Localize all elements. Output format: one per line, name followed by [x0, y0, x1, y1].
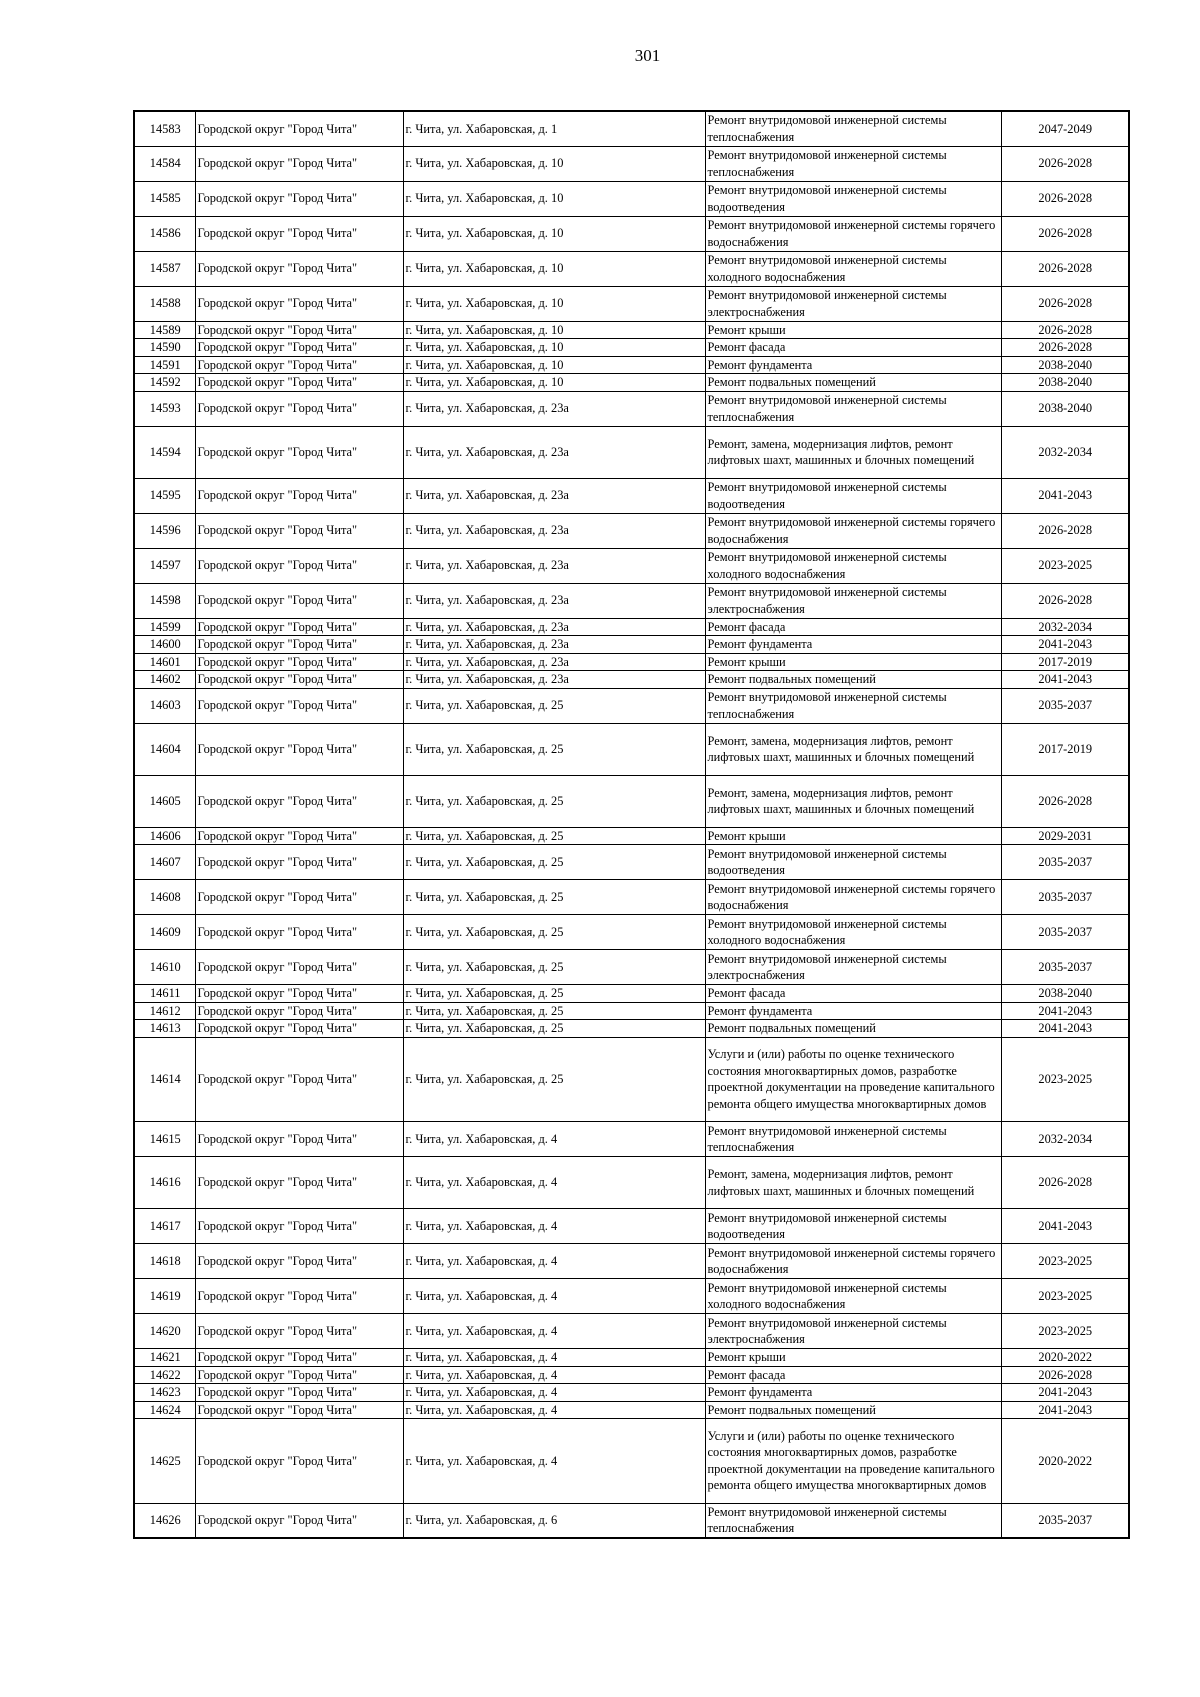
- municipality-cell: Городской округ "Город Чита": [195, 775, 403, 827]
- row-number: 14621: [134, 1349, 195, 1367]
- table-row: [134, 1419, 1129, 1504]
- row-number: 14610: [134, 950, 195, 985]
- address-cell: г. Чита, ул. Хабаровская, д. 4: [403, 1157, 705, 1209]
- municipality-cell: Городской округ "Город Чита": [195, 688, 403, 723]
- work-type-cell: Ремонт внутридомовой инженерной системы теплоснабжения: [705, 1503, 1001, 1538]
- work-type-cell: Ремонт подвальных помещений: [705, 374, 1001, 392]
- work-type-cell: Ремонт внутридомовой инженерной системы холодного водоснабжения: [705, 251, 1001, 286]
- period-cell: 2020-2022: [1001, 1349, 1129, 1367]
- period-cell: 2035-2037: [1001, 880, 1129, 915]
- work-type-cell: Ремонт внутридомовой инженерной системы водоотведения: [705, 845, 1001, 880]
- municipality-cell: Городской округ "Город Чита": [195, 1314, 403, 1349]
- municipality-cell: Городской округ "Город Чита": [195, 618, 403, 636]
- period-cell: 2026-2028: [1001, 1157, 1129, 1209]
- table-row: [134, 513, 1129, 548]
- municipality-cell: Городской округ "Город Чита": [195, 950, 403, 985]
- table-row: [134, 1349, 1129, 1367]
- table-row: [134, 915, 1129, 950]
- municipality-cell: Городской округ "Город Чита": [195, 985, 403, 1003]
- address-cell: г. Чита, ул. Хабаровская, д. 25: [403, 845, 705, 880]
- table-row: [134, 216, 1129, 251]
- municipality-cell: Городской округ "Город Чита": [195, 845, 403, 880]
- row-number: 14597: [134, 548, 195, 583]
- work-type-cell: Ремонт внутридомовой инженерной системы водоотведения: [705, 1209, 1001, 1244]
- address-cell: г. Чита, ул. Хабаровская, д. 23а: [403, 548, 705, 583]
- row-number: 14589: [134, 321, 195, 339]
- table-row: [134, 1279, 1129, 1314]
- municipality-cell: Городской округ "Город Чита": [195, 636, 403, 654]
- work-type-cell: Ремонт внутридомовой инженерной системы теплоснабжения: [705, 391, 1001, 426]
- municipality-cell: Городской округ "Город Чита": [195, 513, 403, 548]
- address-cell: г. Чита, ул. Хабаровская, д. 10: [403, 321, 705, 339]
- period-cell: 2023-2025: [1001, 1037, 1129, 1122]
- table-row: [134, 723, 1129, 775]
- work-type-cell: Ремонт фундамента: [705, 1002, 1001, 1020]
- work-type-cell: Ремонт внутридомовой инженерной системы электроснабжения: [705, 1314, 1001, 1349]
- work-type-cell: Ремонт внутридомовой инженерной системы водоотведения: [705, 478, 1001, 513]
- repair-schedule-table: [133, 110, 1130, 1539]
- table-row: [134, 374, 1129, 392]
- municipality-cell: Городской округ "Город Чита": [195, 339, 403, 357]
- work-type-cell: Ремонт, замена, модернизация лифтов, ремонт лифтовых шахт, машинных и блочных помещений: [705, 1157, 1001, 1209]
- table-row: [134, 775, 1129, 827]
- municipality-cell: Городской округ "Город Чита": [195, 653, 403, 671]
- address-cell: г. Чита, ул. Хабаровская, д. 25: [403, 915, 705, 950]
- address-cell: г. Чита, ул. Хабаровская, д. 25: [403, 723, 705, 775]
- period-cell: 2032-2034: [1001, 1122, 1129, 1157]
- municipality-cell: Городской округ "Город Чита": [195, 671, 403, 689]
- page-number: 301: [634, 46, 661, 65]
- address-cell: г. Чита, ул. Хабаровская, д. 10: [403, 251, 705, 286]
- row-number: 14588: [134, 286, 195, 321]
- address-cell: г. Чита, ул. Хабаровская, д. 4: [403, 1401, 705, 1419]
- address-cell: г. Чита, ул. Хабаровская, д. 25: [403, 880, 705, 915]
- work-type-cell: Ремонт крыши: [705, 827, 1001, 845]
- municipality-cell: Городской округ "Город Чита": [195, 478, 403, 513]
- period-cell: 2041-2043: [1001, 636, 1129, 654]
- work-type-cell: Ремонт внутридомовой инженерной системы теплоснабжения: [705, 146, 1001, 181]
- period-cell: 2023-2025: [1001, 1279, 1129, 1314]
- municipality-cell: Городской округ "Город Чита": [195, 880, 403, 915]
- period-cell: 2026-2028: [1001, 339, 1129, 357]
- address-cell: г. Чита, ул. Хабаровская, д. 4: [403, 1209, 705, 1244]
- address-cell: г. Чита, ул. Хабаровская, д. 4: [403, 1279, 705, 1314]
- municipality-cell: Городской округ "Город Чита": [195, 286, 403, 321]
- address-cell: г. Чита, ул. Хабаровская, д. 10: [403, 286, 705, 321]
- period-cell: 2035-2037: [1001, 688, 1129, 723]
- table-row: [134, 985, 1129, 1003]
- address-cell: г. Чита, ул. Хабаровская, д. 23а: [403, 653, 705, 671]
- row-number: 14608: [134, 880, 195, 915]
- row-number: 14626: [134, 1503, 195, 1538]
- row-number: 14619: [134, 1279, 195, 1314]
- row-number: 14596: [134, 513, 195, 548]
- municipality-cell: Городской округ "Город Чита": [195, 548, 403, 583]
- address-cell: г. Чита, ул. Хабаровская, д. 23а: [403, 618, 705, 636]
- period-cell: 2026-2028: [1001, 251, 1129, 286]
- table-row: [134, 1002, 1129, 1020]
- row-number: 14602: [134, 671, 195, 689]
- address-cell: г. Чита, ул. Хабаровская, д. 23а: [403, 636, 705, 654]
- table-row: [134, 478, 1129, 513]
- table-row: [134, 671, 1129, 689]
- period-cell: 2035-2037: [1001, 845, 1129, 880]
- table-row: [134, 653, 1129, 671]
- row-number: 14624: [134, 1401, 195, 1419]
- address-cell: г. Чита, ул. Хабаровская, д. 6: [403, 1503, 705, 1538]
- row-number: 14609: [134, 915, 195, 950]
- table-row: [134, 950, 1129, 985]
- row-number: 14600: [134, 636, 195, 654]
- address-cell: г. Чита, ул. Хабаровская, д. 25: [403, 1020, 705, 1038]
- municipality-cell: Городской округ "Город Чита": [195, 1384, 403, 1402]
- work-type-cell: Ремонт фундамента: [705, 1384, 1001, 1402]
- address-cell: г. Чита, ул. Хабаровская, д. 10: [403, 374, 705, 392]
- work-type-cell: Ремонт подвальных помещений: [705, 1020, 1001, 1038]
- period-cell: 2041-2043: [1001, 1209, 1129, 1244]
- table-row: [134, 146, 1129, 181]
- address-cell: г. Чита, ул. Хабаровская, д. 4: [403, 1366, 705, 1384]
- work-type-cell: Ремонт, замена, модернизация лифтов, ремонт лифтовых шахт, машинных и блочных помещений: [705, 426, 1001, 478]
- municipality-cell: Городской округ "Город Чита": [195, 321, 403, 339]
- work-type-cell: Ремонт внутридомовой инженерной системы электроснабжения: [705, 950, 1001, 985]
- address-cell: г. Чита, ул. Хабаровская, д. 10: [403, 216, 705, 251]
- address-cell: г. Чита, ул. Хабаровская, д. 23а: [403, 426, 705, 478]
- row-number: 14618: [134, 1244, 195, 1279]
- work-type-cell: Услуги и (или) работы по оценке технического состояния многоквартирных домов, разработке проектной документации на проведение капитального ремонта общего имущества многоквартирных домов: [705, 1419, 1001, 1504]
- table-row: [134, 1314, 1129, 1349]
- table-row: [134, 1157, 1129, 1209]
- municipality-cell: Городской округ "Город Чита": [195, 1037, 403, 1122]
- work-type-cell: Ремонт внутридомовой инженерной системы электроснабжения: [705, 286, 1001, 321]
- row-number: 14592: [134, 374, 195, 392]
- period-cell: 2026-2028: [1001, 146, 1129, 181]
- municipality-cell: Городской округ "Город Чита": [195, 181, 403, 216]
- work-type-cell: Ремонт фундамента: [705, 356, 1001, 374]
- address-cell: г. Чита, ул. Хабаровская, д. 25: [403, 827, 705, 845]
- period-cell: 2041-2043: [1001, 1002, 1129, 1020]
- table-row: [134, 636, 1129, 654]
- table-row: [134, 827, 1129, 845]
- period-cell: 2017-2019: [1001, 653, 1129, 671]
- address-cell: г. Чита, ул. Хабаровская, д. 4: [403, 1122, 705, 1157]
- municipality-cell: Городской округ "Город Чита": [195, 827, 403, 845]
- work-type-cell: Ремонт внутридомовой инженерной системы холодного водоснабжения: [705, 548, 1001, 583]
- table-row: [134, 688, 1129, 723]
- table-row: [134, 426, 1129, 478]
- address-cell: г. Чита, ул. Хабаровская, д. 23а: [403, 583, 705, 618]
- municipality-cell: Городской округ "Город Чита": [195, 723, 403, 775]
- period-cell: 2047-2049: [1001, 111, 1129, 146]
- table-row: [134, 880, 1129, 915]
- period-cell: 2023-2025: [1001, 1244, 1129, 1279]
- address-cell: г. Чита, ул. Хабаровская, д. 4: [403, 1419, 705, 1504]
- row-number: 14598: [134, 583, 195, 618]
- address-cell: г. Чита, ул. Хабаровская, д. 25: [403, 985, 705, 1003]
- period-cell: 2041-2043: [1001, 1020, 1129, 1038]
- row-number: 14593: [134, 391, 195, 426]
- address-cell: г. Чита, ул. Хабаровская, д. 25: [403, 950, 705, 985]
- period-cell: 2026-2028: [1001, 583, 1129, 618]
- row-number: 14620: [134, 1314, 195, 1349]
- work-type-cell: Ремонт внутридомовой инженерной системы теплоснабжения: [705, 1122, 1001, 1157]
- period-cell: 2020-2022: [1001, 1419, 1129, 1504]
- table-row: [134, 1366, 1129, 1384]
- row-number: 14586: [134, 216, 195, 251]
- municipality-cell: Городской округ "Город Чита": [195, 146, 403, 181]
- row-number: 14595: [134, 478, 195, 513]
- row-number: 14604: [134, 723, 195, 775]
- work-type-cell: Ремонт подвальных помещений: [705, 671, 1001, 689]
- municipality-cell: Городской округ "Город Чита": [195, 1366, 403, 1384]
- work-type-cell: Ремонт, замена, модернизация лифтов, ремонт лифтовых шахт, машинных и блочных помещений: [705, 723, 1001, 775]
- work-type-cell: Ремонт внутридомовой инженерной системы горячего водоснабжения: [705, 880, 1001, 915]
- work-type-cell: Ремонт крыши: [705, 1349, 1001, 1367]
- work-type-cell: Ремонт фасада: [705, 339, 1001, 357]
- municipality-cell: Городской округ "Город Чита": [195, 251, 403, 286]
- row-number: 14606: [134, 827, 195, 845]
- period-cell: 2038-2040: [1001, 391, 1129, 426]
- period-cell: 2023-2025: [1001, 1314, 1129, 1349]
- row-number: 14587: [134, 251, 195, 286]
- row-number: 14616: [134, 1157, 195, 1209]
- period-cell: 2026-2028: [1001, 286, 1129, 321]
- period-cell: 2026-2028: [1001, 321, 1129, 339]
- table-row: [134, 181, 1129, 216]
- address-cell: г. Чита, ул. Хабаровская, д. 10: [403, 181, 705, 216]
- period-cell: 2032-2034: [1001, 618, 1129, 636]
- work-type-cell: Ремонт внутридомовой инженерной системы водоотведения: [705, 181, 1001, 216]
- work-type-cell: Ремонт фундамента: [705, 636, 1001, 654]
- table-row: [134, 356, 1129, 374]
- table-row: [134, 583, 1129, 618]
- period-cell: 2035-2037: [1001, 915, 1129, 950]
- work-type-cell: Ремонт внутридомовой инженерной системы горячего водоснабжения: [705, 216, 1001, 251]
- municipality-cell: Городской округ "Город Чита": [195, 426, 403, 478]
- table-row: [134, 1037, 1129, 1122]
- table-row: [134, 548, 1129, 583]
- table-row: [134, 1401, 1129, 1419]
- address-cell: г. Чита, ул. Хабаровская, д. 23а: [403, 671, 705, 689]
- work-type-cell: Ремонт фасада: [705, 985, 1001, 1003]
- address-cell: г. Чита, ул. Хабаровская, д. 4: [403, 1349, 705, 1367]
- table-row: [134, 1503, 1129, 1538]
- address-cell: г. Чита, ул. Хабаровская, д. 23а: [403, 391, 705, 426]
- period-cell: 2041-2043: [1001, 478, 1129, 513]
- row-number: 14607: [134, 845, 195, 880]
- address-cell: г. Чита, ул. Хабаровская, д. 10: [403, 146, 705, 181]
- municipality-cell: Городской округ "Город Чита": [195, 356, 403, 374]
- municipality-cell: Городской округ "Город Чита": [195, 915, 403, 950]
- row-number: 14585: [134, 181, 195, 216]
- work-type-cell: Ремонт внутридомовой инженерной системы холодного водоснабжения: [705, 1279, 1001, 1314]
- period-cell: 2038-2040: [1001, 356, 1129, 374]
- table-row: [134, 321, 1129, 339]
- address-cell: г. Чита, ул. Хабаровская, д. 4: [403, 1384, 705, 1402]
- period-cell: 2026-2028: [1001, 181, 1129, 216]
- address-cell: г. Чита, ул. Хабаровская, д. 25: [403, 775, 705, 827]
- work-type-cell: Услуги и (или) работы по оценке технического состояния многоквартирных домов, разработке проектной документации на проведение капитального ремонта общего имущества многоквартирных домов: [705, 1037, 1001, 1122]
- work-type-cell: Ремонт внутридомовой инженерной системы электроснабжения: [705, 583, 1001, 618]
- address-cell: г. Чита, ул. Хабаровская, д. 4: [403, 1314, 705, 1349]
- work-type-cell: Ремонт внутридомовой инженерной системы горячего водоснабжения: [705, 513, 1001, 548]
- row-number: 14614: [134, 1037, 195, 1122]
- work-type-cell: Ремонт внутридомовой инженерной системы горячего водоснабжения: [705, 1244, 1001, 1279]
- table-row: [134, 251, 1129, 286]
- address-cell: г. Чита, ул. Хабаровская, д. 4: [403, 1244, 705, 1279]
- work-type-cell: Ремонт подвальных помещений: [705, 1401, 1001, 1419]
- period-cell: 2026-2028: [1001, 513, 1129, 548]
- period-cell: 2023-2025: [1001, 548, 1129, 583]
- work-type-cell: Ремонт фасада: [705, 618, 1001, 636]
- period-cell: 2026-2028: [1001, 1366, 1129, 1384]
- work-type-cell: Ремонт крыши: [705, 321, 1001, 339]
- table-row: [134, 845, 1129, 880]
- table-row: [134, 1122, 1129, 1157]
- municipality-cell: Городской округ "Город Чита": [195, 1002, 403, 1020]
- period-cell: 2026-2028: [1001, 775, 1129, 827]
- table-row: [134, 1020, 1129, 1038]
- row-number: 14617: [134, 1209, 195, 1244]
- row-number: 14590: [134, 339, 195, 357]
- period-cell: 2029-2031: [1001, 827, 1129, 845]
- period-cell: 2038-2040: [1001, 985, 1129, 1003]
- row-number: 14622: [134, 1366, 195, 1384]
- table-row: [134, 286, 1129, 321]
- row-number: 14599: [134, 618, 195, 636]
- work-type-cell: Ремонт крыши: [705, 653, 1001, 671]
- address-cell: г. Чита, ул. Хабаровская, д. 25: [403, 1037, 705, 1122]
- work-type-cell: Ремонт, замена, модернизация лифтов, ремонт лифтовых шахт, машинных и блочных помещений: [705, 775, 1001, 827]
- table-row: [134, 1209, 1129, 1244]
- address-cell: г. Чита, ул. Хабаровская, д. 23а: [403, 478, 705, 513]
- municipality-cell: Городской округ "Город Чита": [195, 1401, 403, 1419]
- row-number: 14623: [134, 1384, 195, 1402]
- municipality-cell: Городской округ "Город Чита": [195, 391, 403, 426]
- municipality-cell: Городской округ "Город Чита": [195, 216, 403, 251]
- municipality-cell: Городской округ "Город Чита": [195, 1209, 403, 1244]
- table-row: [134, 391, 1129, 426]
- period-cell: 2041-2043: [1001, 1401, 1129, 1419]
- period-cell: 2035-2037: [1001, 950, 1129, 985]
- municipality-cell: Городской округ "Город Чита": [195, 1419, 403, 1504]
- table-row: [134, 618, 1129, 636]
- period-cell: 2026-2028: [1001, 216, 1129, 251]
- address-cell: г. Чита, ул. Хабаровская, д. 10: [403, 356, 705, 374]
- municipality-cell: Городской округ "Город Чита": [195, 1244, 403, 1279]
- row-number: 14611: [134, 985, 195, 1003]
- table-row: [134, 1384, 1129, 1402]
- period-cell: 2038-2040: [1001, 374, 1129, 392]
- municipality-cell: Городской округ "Город Чита": [195, 1349, 403, 1367]
- address-cell: г. Чита, ул. Хабаровская, д. 1: [403, 111, 705, 146]
- municipality-cell: Городской округ "Город Чита": [195, 1020, 403, 1038]
- period-cell: 2035-2037: [1001, 1503, 1129, 1538]
- municipality-cell: Городской округ "Город Чита": [195, 1122, 403, 1157]
- row-number: 14612: [134, 1002, 195, 1020]
- municipality-cell: Городской округ "Город Чита": [195, 374, 403, 392]
- address-cell: г. Чита, ул. Хабаровская, д. 10: [403, 339, 705, 357]
- address-cell: г. Чита, ул. Хабаровская, д. 23а: [403, 513, 705, 548]
- period-cell: 2041-2043: [1001, 1384, 1129, 1402]
- address-cell: г. Чита, ул. Хабаровская, д. 25: [403, 1002, 705, 1020]
- work-type-cell: Ремонт фасада: [705, 1366, 1001, 1384]
- table-body: [134, 111, 1129, 1538]
- municipality-cell: Городской округ "Город Чита": [195, 1503, 403, 1538]
- work-type-cell: Ремонт внутридомовой инженерной системы холодного водоснабжения: [705, 915, 1001, 950]
- row-number: 14594: [134, 426, 195, 478]
- work-type-cell: Ремонт внутридомовой инженерной системы теплоснабжения: [705, 688, 1001, 723]
- row-number: 14625: [134, 1419, 195, 1504]
- work-type-cell: Ремонт внутридомовой инженерной системы теплоснабжения: [705, 111, 1001, 146]
- municipality-cell: Городской округ "Город Чита": [195, 1157, 403, 1209]
- row-number: 14603: [134, 688, 195, 723]
- period-cell: 2032-2034: [1001, 426, 1129, 478]
- address-cell: г. Чита, ул. Хабаровская, д. 25: [403, 688, 705, 723]
- table-row: [134, 339, 1129, 357]
- row-number: 14583: [134, 111, 195, 146]
- municipality-cell: Городской округ "Город Чита": [195, 111, 403, 146]
- municipality-cell: Городской округ "Город Чита": [195, 583, 403, 618]
- period-cell: 2041-2043: [1001, 671, 1129, 689]
- row-number: 14591: [134, 356, 195, 374]
- row-number: 14584: [134, 146, 195, 181]
- municipality-cell: Городской округ "Город Чита": [195, 1279, 403, 1314]
- row-number: 14601: [134, 653, 195, 671]
- row-number: 14613: [134, 1020, 195, 1038]
- period-cell: 2017-2019: [1001, 723, 1129, 775]
- row-number: 14605: [134, 775, 195, 827]
- table-row: [134, 111, 1129, 146]
- row-number: 14615: [134, 1122, 195, 1157]
- table-row: [134, 1244, 1129, 1279]
